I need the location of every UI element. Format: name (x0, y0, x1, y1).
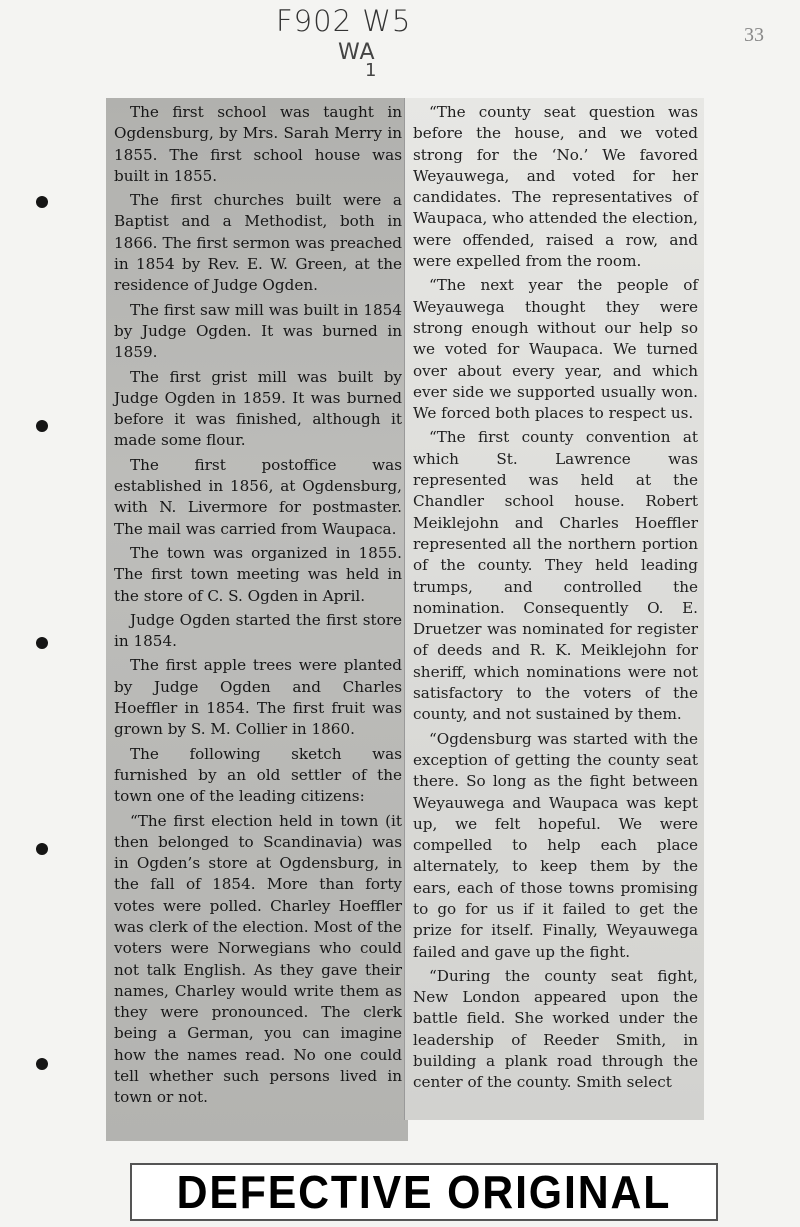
handwritten-catalog-code: F902 W5 (276, 4, 412, 38)
clipping-left-column (106, 98, 408, 1141)
paragraph: The first saw mill was built in 1854 by Judge Ogden. It was burned in 1859. (114, 300, 402, 362)
stamp-label: DEFECTIVE ORIGINAL (176, 1166, 672, 1218)
binder-hole-icon (36, 196, 48, 208)
paragraph: The first school was taught in Ogdensburg, by Mrs. Sarah Merry in 1855. The first school house was built in 1855. (114, 103, 402, 185)
paragraph: Judge Ogden started the first store in 1854. (114, 610, 402, 651)
paragraph: The town was organized in 1855. The first town meeting was held in the store of C. S. Ogden in April. (114, 543, 402, 605)
binder-hole-icon (36, 1058, 48, 1070)
paragraph: “During the county seat fight, New London appeared upon the battle field. She worked under the leadership of Reeder Smith, in building a plank road through the center of the county. Smith select (413, 966, 698, 1092)
paragraph: The first apple trees were planted by Judge Ogden and Charles Hoeffler in 1854. The first fruit was grown by S. M. Collier in 1860. (114, 656, 402, 739)
binder-hole-icon (36, 420, 48, 432)
paragraph: “The county seat question was before the house, and we voted strong for the ‘No.’ We favored Weyauwega, and voted for her candidates. The representatives of Waupaca, who attended the election, were offended, raised a row, and were expelled from the room. (413, 103, 698, 271)
handwritten-initials: WA (338, 40, 376, 65)
binder-hole-icon (36, 637, 48, 649)
paragraph: “The next year the people of Weyauwega thought they were strong enough without our help so we voted for Waupaca. We turned over about every year, and which ever side we supported usually won. We forced both places to respect us. (413, 276, 698, 423)
defective-original-stamp (130, 1163, 718, 1221)
page-number: 33 (744, 24, 764, 46)
paragraph: The first churches built were a Baptist and a Methodist, both in 1866. The first sermon was preached in 1854 by Rev. E. W. Green, at the residence of Judge Ogden. (114, 191, 402, 295)
paragraph: The first postoffice was established in 1856, at Ogdensburg, with N. Livermore for postmaster. The mail was carried from Waupaca. (114, 455, 402, 538)
paragraph: “The first county convention at which St. Lawrence was represented was held at the Chandler school house. Robert Meiklejohn and Charles Hoeffler represented all the northern portion of the county. They held leading trumps, and controlled the nomination. Consequently O. E. Druetzer was nominated for register of deeds and R. K. Meiklejohn for sheriff, which nominations were not satisfactory to the voters of the county, and not sustained by them. (413, 428, 698, 724)
paragraph: “Ogdensburg was started with the exception of getting the county seat there. So long as the fight between Weyauwega and Waupaca was kept up, we felt hopeful. We were compelled to help each place alternately, to keep them by the ears, each of those towns promising to go for us if it failed to get the prize for itself. Finally, Weyauwega failed and gave up the fight. (413, 729, 698, 961)
paragraph: “The first election held in town (it then belonged to Scandinavia) was in Ogden’s store at Ogdensburg, in the fall of 1854. More than forty votes were polled. Charley Hoeffler was clerk of the election. Most of the voters were Norwegians who could not talk English. As they gave their names, Charley would write them as they were pronounced. The clerk being a German, you can imagine how the names read. No one could tell whether such persons lived in town or not. (114, 811, 402, 1107)
paragraph: The following sketch was furnished by an old settler of the town one of the leading citizens: (114, 744, 402, 806)
clipping-right-column (404, 98, 704, 1120)
paragraph: The first grist mill was built by Judge Ogden in 1859. It was burned before it was finished, although it made some flour. (114, 367, 402, 450)
binder-hole-icon (36, 843, 48, 855)
handwritten-mark: 1 (365, 60, 378, 81)
